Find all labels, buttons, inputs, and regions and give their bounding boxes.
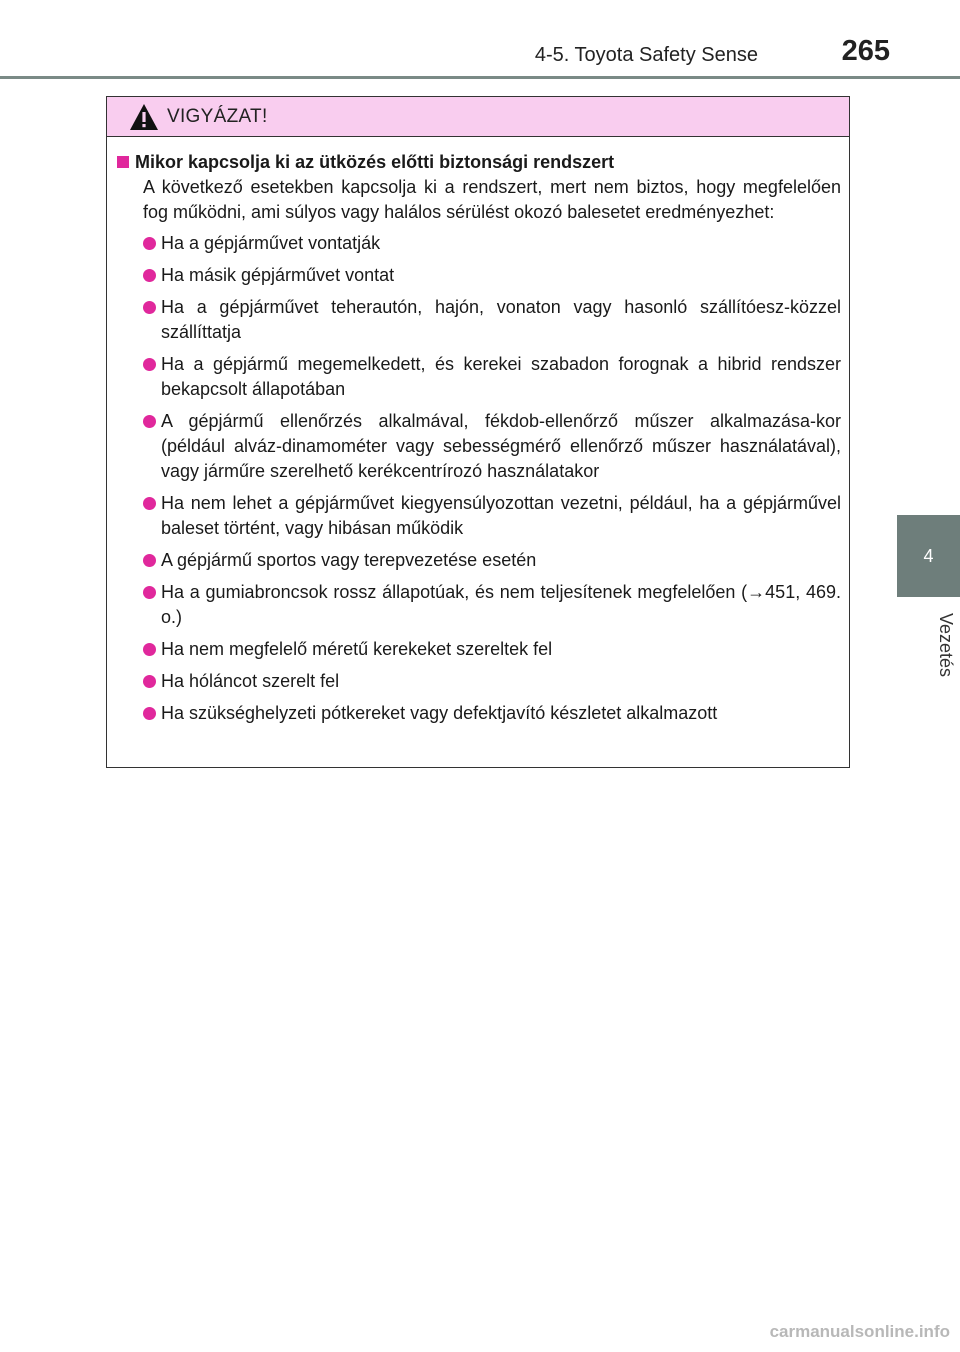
bullet-dot-icon [143, 707, 156, 720]
chapter-tab[interactable] [897, 515, 960, 597]
warning-content [107, 137, 849, 726]
list-item-text: A gépjármű sportos vagy terepvezetése esetén [161, 550, 537, 570]
chapter-tab-label: Vezetés [936, 612, 956, 678]
header-section-title: 4-5. Toyota Safety Sense [534, 44, 758, 66]
section-heading-text: Mikor kapcsolja ki az ütközés előtti biztonsági rendszert [135, 152, 615, 172]
warning-triangle-icon [129, 103, 159, 131]
bullet-dot-icon [143, 301, 156, 314]
list-item [117, 580, 841, 630]
list-item [117, 669, 841, 694]
list-item-text: Ha másik gépjárművet vontat [161, 265, 395, 285]
list-item [117, 548, 841, 573]
list-item-text: Ha szükséghelyzeti pótkereket vagy defektjavító készletet alkalmazott [161, 703, 718, 723]
square-bullet-icon [117, 156, 129, 168]
page-number: 265 [841, 35, 890, 67]
bullet-dot-icon [143, 415, 156, 428]
warning-title: VIGYÁZAT! [167, 105, 268, 127]
condition-list [117, 231, 841, 726]
bullet-dot-icon [143, 586, 156, 599]
bullet-dot-icon [143, 643, 156, 656]
list-item [117, 263, 841, 288]
list-item-text: Ha a gépjármű megemelkedett, és kerekei szabadon forognak a hibrid rendszer bekapcsolt állapotában [161, 354, 841, 399]
header-rule [0, 76, 960, 79]
section-heading [117, 149, 841, 175]
list-item-text: Ha a gumiabroncsok rossz állapotúak, és nem teljesítenek megfelelően (→451, 469. o.) [161, 582, 841, 627]
bullet-dot-icon [143, 237, 156, 250]
list-item [117, 231, 841, 256]
list-item [117, 409, 841, 484]
warning-box [106, 96, 850, 768]
list-item [117, 352, 841, 402]
list-item [117, 637, 841, 662]
bullet-dot-icon [143, 675, 156, 688]
list-item-text: Ha nem megfelelő méretű kerekeket szereltek fel [161, 639, 553, 659]
chapter-tab-number: 4 [923, 545, 934, 566]
bullet-dot-icon [143, 358, 156, 371]
bullet-dot-icon [143, 269, 156, 282]
list-item [117, 491, 841, 541]
intro-paragraph: A következő esetekben kapcsolja ki a rendszert, mert nem biztos, hogy megfelelően fog működni, ami súlyos vagy halálos sérülést okozó balesetet eredményezhet: [143, 177, 841, 222]
warning-header [107, 97, 849, 137]
bullet-dot-icon [143, 554, 156, 567]
list-item-text: A gépjármű ellenőrzés alkalmával, fékdob-ellenőrző műszer alkalmazása-kor (például alváz-dinamométer vagy sebességmérő ellenőrző műszer használatával), vagy járműre szerelhető kerékcentrírozó használatakor [161, 411, 841, 481]
list-item-text: Ha a gépjárművet teherautón, hajón, vonaton vagy hasonló szállítóesz-közzel szállíttatja [161, 297, 841, 342]
list-item-text: Ha hóláncot szerelt fel [161, 671, 340, 691]
list-item [117, 701, 841, 726]
list-item-text: Ha a gépjárművet vontatják [161, 233, 381, 253]
bullet-dot-icon [143, 497, 156, 510]
watermark: carmanualsonline.info [769, 1322, 950, 1341]
list-item [117, 295, 841, 345]
list-item-text: Ha nem lehet a gépjárművet kiegyensúlyozottan vezetni, például, ha a gépjárművel baleset történt, vagy hibásan működik [161, 493, 841, 538]
